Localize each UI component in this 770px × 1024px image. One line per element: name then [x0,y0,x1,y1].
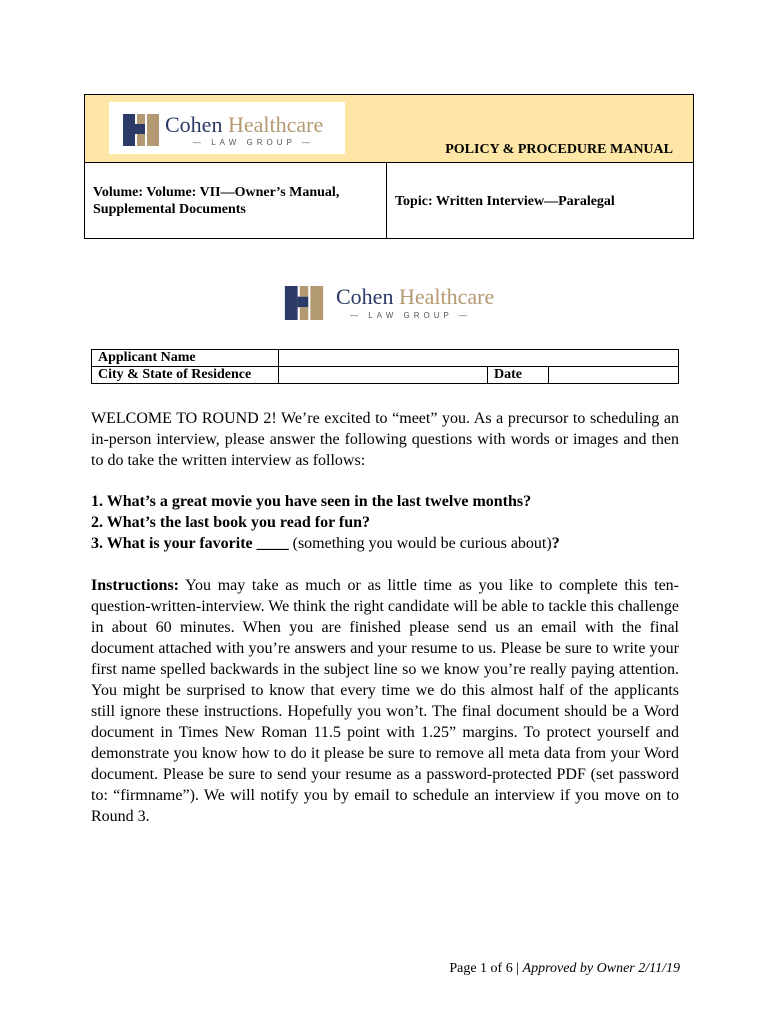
volume-cell [85,162,387,238]
logo-name-second: Healthcare [227,112,324,137]
applicant-name-label: Applicant Name [92,350,279,367]
center-logo-name-first: Cohen [336,284,394,309]
question-list [91,491,679,554]
instructions-label: Instructions: [91,577,180,594]
volume-line-2: Supplemental Documents [93,202,246,217]
page-number: Page 1 of 6 | [449,961,523,976]
instructions-paragraph [91,575,679,827]
header-logo [109,102,345,154]
header-banner [85,95,693,163]
logo-mark-icon [123,114,159,146]
topic-text: Topic: Written Interview—Paralegal [395,194,615,209]
logo-name-first: Cohen [165,112,223,137]
question-3: 3. What is your favorite ____ (something you would be curious about)? [91,535,560,552]
center-logo-name-second: Healthcare [398,284,495,309]
topic-cell [387,162,693,238]
center-logo [280,286,500,326]
date-label: Date [488,367,549,384]
instructions-text: You may take as much or as little time as you like to complete this ten-question-written-interview. We think the right candidate will be able to tackle this challenge in about 60 minutes. When you are finished please send us an email with the final document attached with you’re answers and your resume to us. Please be sure to write your first name spelled backwards in the subject line so we know you’re really paying attention. You might be surprised to know that every time we do this almost half of the applicants still ignore these instructions. Hopefully you won’t. The final document should be a Word document in Times New Roman 11.5 point with 1.25” margins. To protect yourself and demonstrate you know how to do it please be sure to remove all meta data from your Word document. Please be sure to send your resume as a password-protected PDF (set password to: “firmname”). We will notify you by email to schedule an interview if you move on to Round 3. [91,577,679,825]
city-state-label: City & State of Residence [92,367,279,384]
city-state-field[interactable] [279,367,488,384]
question-1: 1. What’s a great movie you have seen in the last twelve months? [91,493,532,510]
approval-note: Approved by Owner 2/11/19 [522,961,680,976]
welcome-paragraph: WELCOME TO ROUND 2! We’re excited to “meet” you. As a precursor to scheduling an in-person interview, please answer the following questions with words or images and then to do take the written interview as follows: [91,410,679,469]
applicant-table [91,349,679,384]
logo-sub: — LAW GROUP — [193,138,314,147]
logo-mark-icon [280,286,328,320]
manual-title: POLICY & PROCEDURE MANUAL [445,142,673,157]
applicant-name-field[interactable] [279,350,679,367]
volume-line-1: Volume: Volume: VII—Owner’s Manual, [93,185,340,200]
document-header [84,94,694,239]
date-field[interactable] [549,367,679,384]
center-logo-sub: — LAW GROUP — [350,311,471,320]
question-2: 2. What’s the last book you read for fun? [91,514,370,531]
page-footer [449,961,680,977]
